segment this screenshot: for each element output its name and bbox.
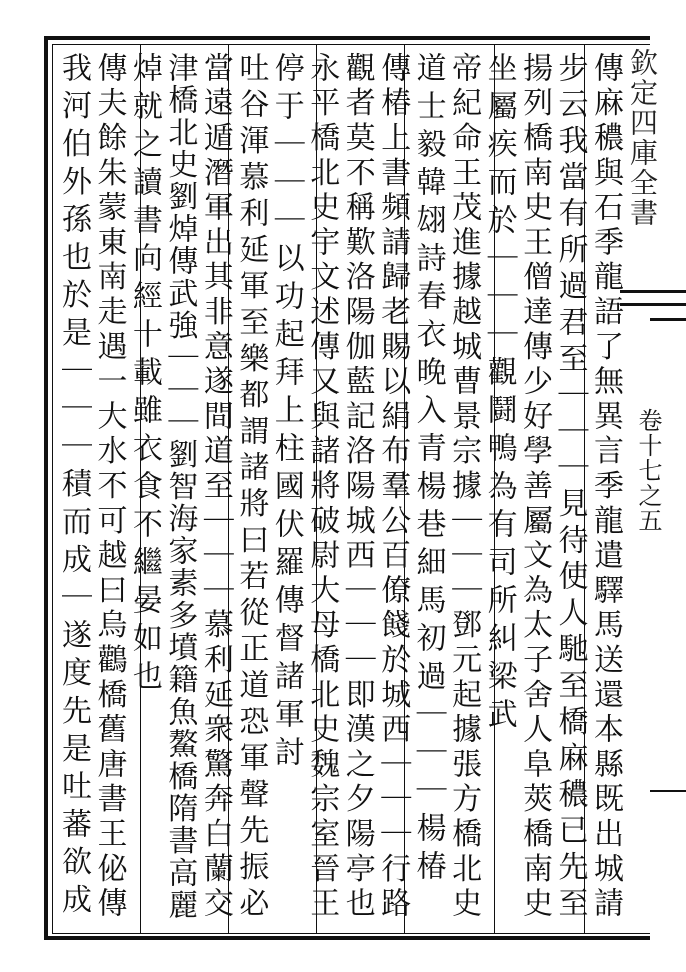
fish-tail-rule: [650, 318, 686, 321]
text-column: 帝紀命王茂進據越城曹景宗據｜｜｜鄧元起據張方橋北史: [446, 52, 482, 922]
text-column: 吐谷渾慕利延軍至樂都謂諸將曰若從正道恐軍聲先振必: [233, 52, 269, 924]
text-column: 津橋北史劉焯傳武強｜｜｜劉智海家素多墳籍魚鰲橋隋書高麗: [162, 52, 198, 922]
text-column: 道士毅韓翃詩春衣晚入青楊巷細馬初過｜｜｜楊椿: [410, 52, 446, 888]
text-column: 揚列橋南史王僧達傳少好學善屬文為太子舍人阜莢橋南史: [517, 52, 553, 922]
text-column: 我河伯外孫也於是｜｜｜積而成｜遂度先是吐蕃欲成: [56, 52, 91, 922]
text-column: 永平橋北史宇文述傳又與諸將破尉大母橋北史魏宗室晉王: [304, 52, 340, 922]
text-column: 焯就之讀書向經十載雖衣食不繼晏如也: [126, 52, 162, 698]
text-column: 傳夫餘朱蒙東南走遇一大水不可越曰烏鸛橋舊唐書王佖傳: [91, 52, 127, 922]
text-column: 傳麻穠與石季龍語了無異言季龍遣驛馬送還本縣既出城請: [588, 52, 623, 922]
text-column: 步云我當有所過君至｜｜｜見待使人馳至橋麻穠已先至: [552, 52, 588, 924]
text-column: 當遠遁潛軍出其非意遂間道至｜｜｜慕利延衆驚奔白蘭交: [197, 52, 233, 922]
book-title: 欽定四庫全書: [626, 48, 659, 228]
fish-tail-mark: [620, 290, 686, 306]
text-column: 停于｜｜｜以功起拜上柱國伏羅傳督諸軍討: [268, 52, 304, 774]
margin-rule: [650, 790, 686, 792]
text-column: 傳椿上書頻請歸老賜以絹布羣公百僚餞於城西｜｜｜行路: [375, 52, 411, 922]
text-column: 觀者莫不稱歎洛陽伽藍記洛陽城西｜｜｜即漢之夕陽亭也: [339, 52, 375, 922]
text-column: 坐屬疾而於｜｜｜觀鬪鴨為有司所糾梁武: [481, 52, 517, 736]
volume-label: 卷十七之五: [634, 408, 662, 533]
